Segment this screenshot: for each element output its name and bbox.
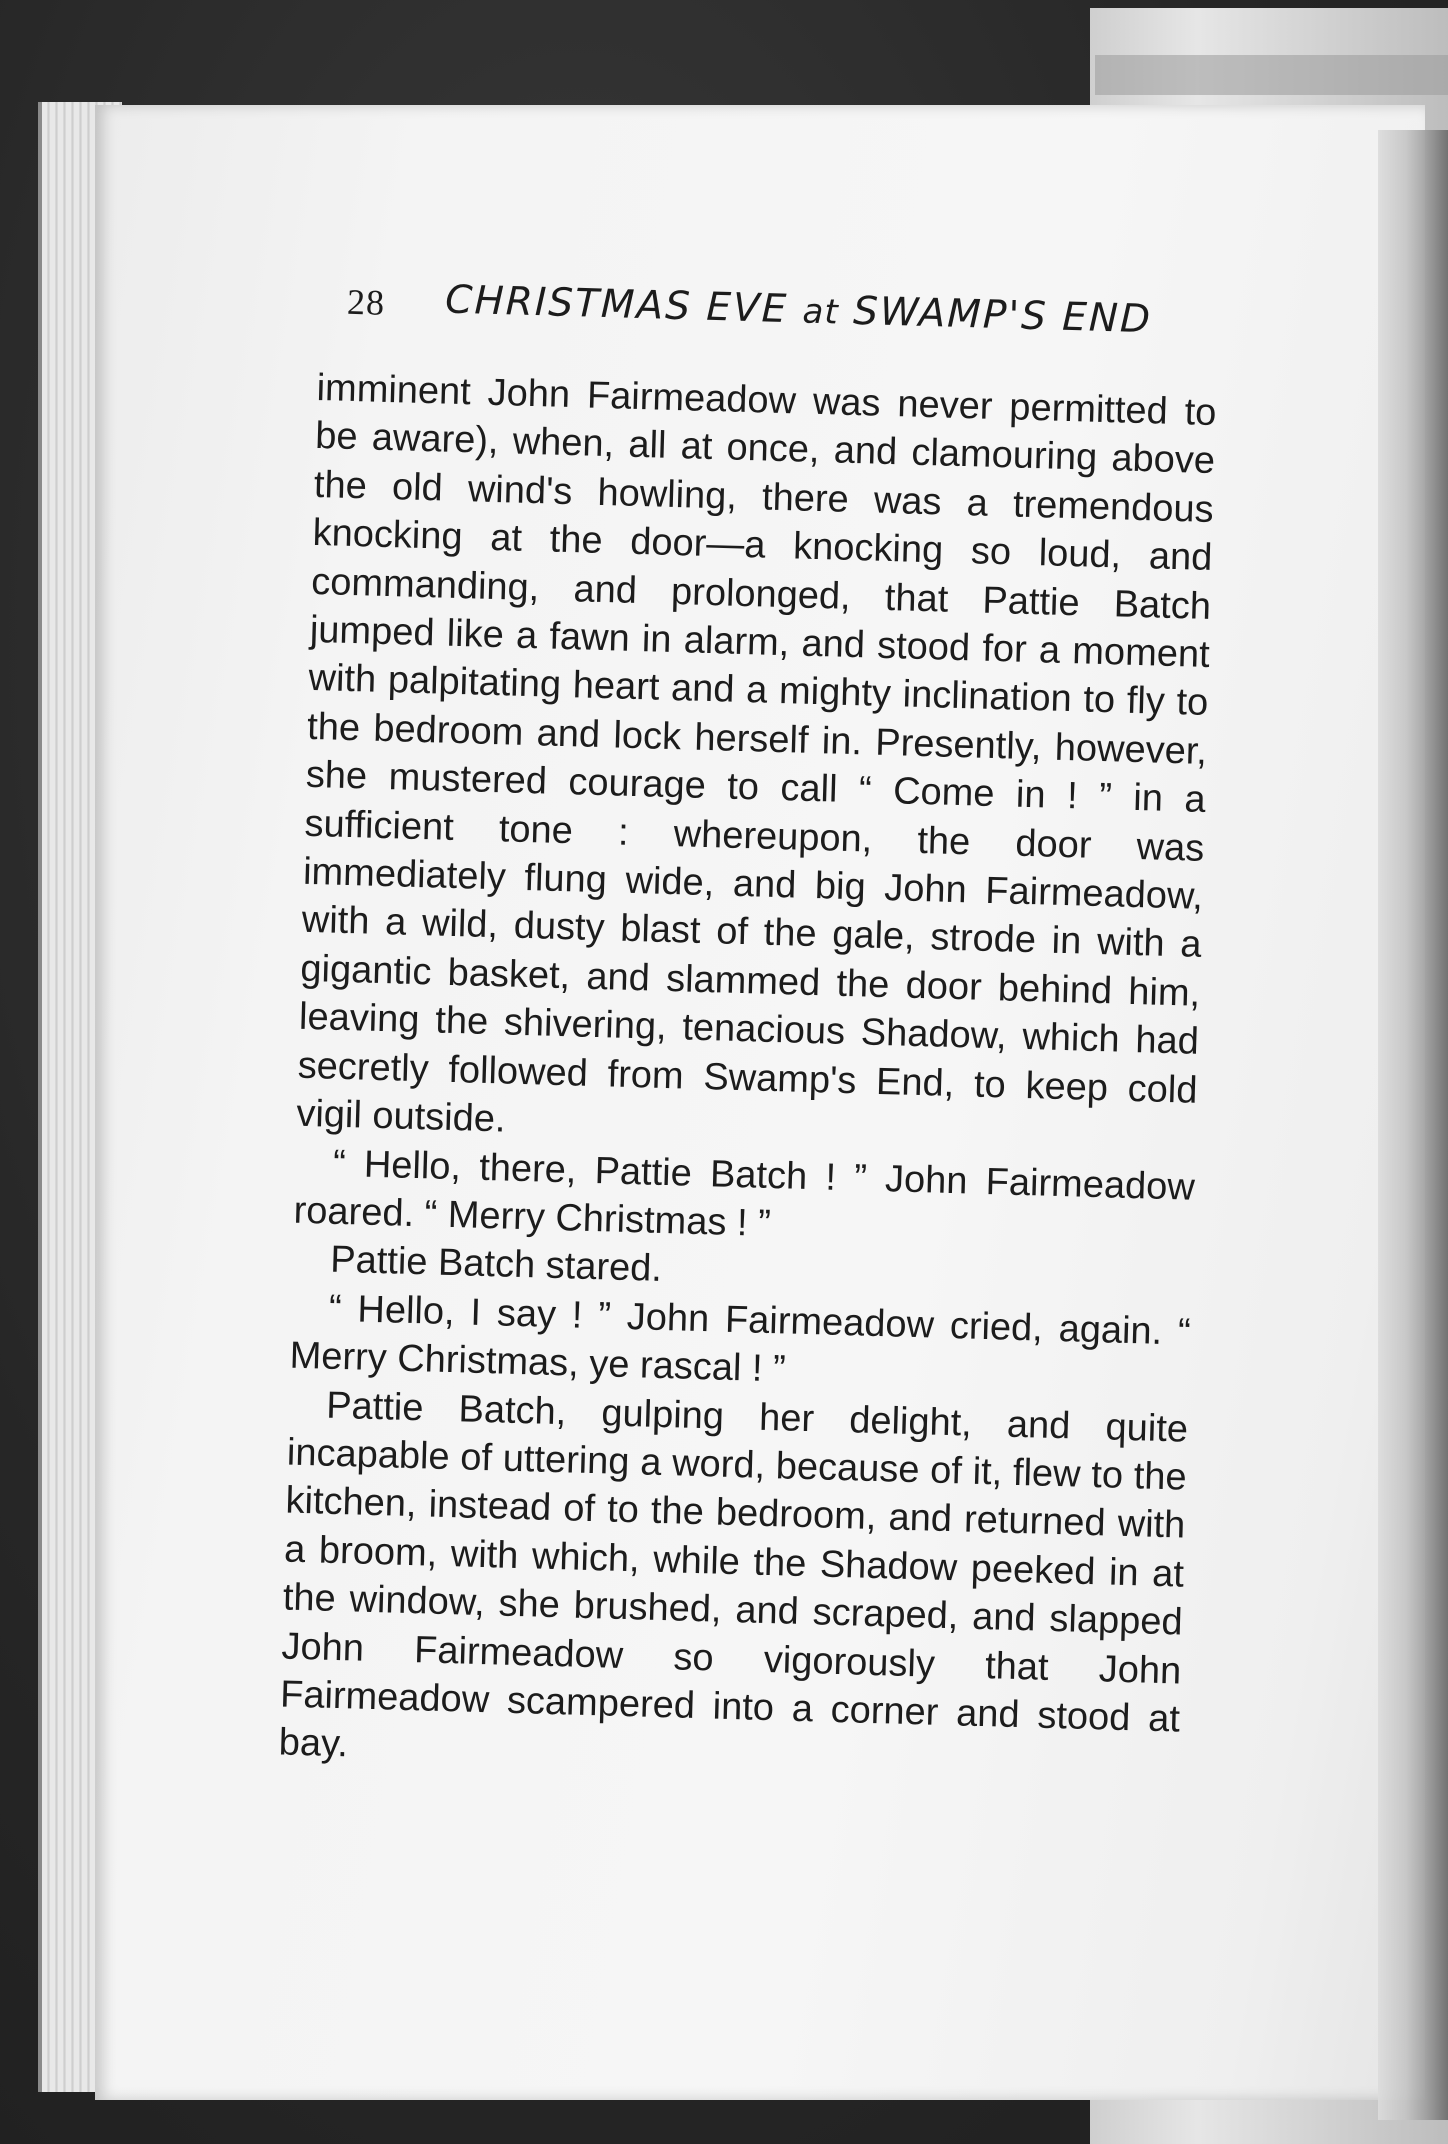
paragraph: “ Hello, there, Pattie Batch ! ” John Fairmeadow roared. “ Merry Christmas ! ” <box>293 1142 1196 1245</box>
paragraph: “ Hello, I say ! ” John Fairmeadow cried, again. “ Merry Christmas, ye rascal ! ” <box>289 1287 1192 1391</box>
cover-band <box>1095 55 1448 95</box>
page-right-edge <box>1378 130 1448 2120</box>
running-title-part1: CHRISTMAS EVE <box>444 277 804 333</box>
page-content <box>278 270 1219 1792</box>
body-text <box>278 364 1217 1792</box>
paragraph: Pattie Batch stared. <box>329 1238 663 1291</box>
running-title-at: at <box>802 291 840 333</box>
paragraph: Pattie Batch, gulping her delight, and quite incapable of uttering a word, because of it, flew to the kitchen, instead of to the bedroom, and returned with a broom, with which, while the Shadow peeked in at the window, she brushed, and scraped, and slapped John Fairmeadow so vigorously that John Fairmeadow scampered into a corner and stood at bay. <box>278 1384 1189 1766</box>
page-number: 28 <box>346 281 386 323</box>
paragraph: imminent John Fairmeadow was never permitted to be aware), when, all at once, and clamouring above the old wind's howling, there was a tremendous knocking at the door—a knocking so loud, and commanding, and prolonged, that Pattie Batch jumped like a fawn in alarm, and stood for a moment with palpitating heart and a mighty inclination to fly to the bedroom and lock herself in. Presently, however, she mustered courage to call “ Come in ! ” in a sufficient tone : whereupon, the door was immediately flung wide, and big John Fairmeadow, with a wild, dusty blast of the gale, strode in with a gigantic basket, and slammed the door behind him, leaving the shivering, tenacious Shadow, which had secretly followed from Swamp's End, to keep cold vigil outside. <box>295 366 1217 1141</box>
running-title-part2: SWAMP'S END <box>838 288 1153 343</box>
